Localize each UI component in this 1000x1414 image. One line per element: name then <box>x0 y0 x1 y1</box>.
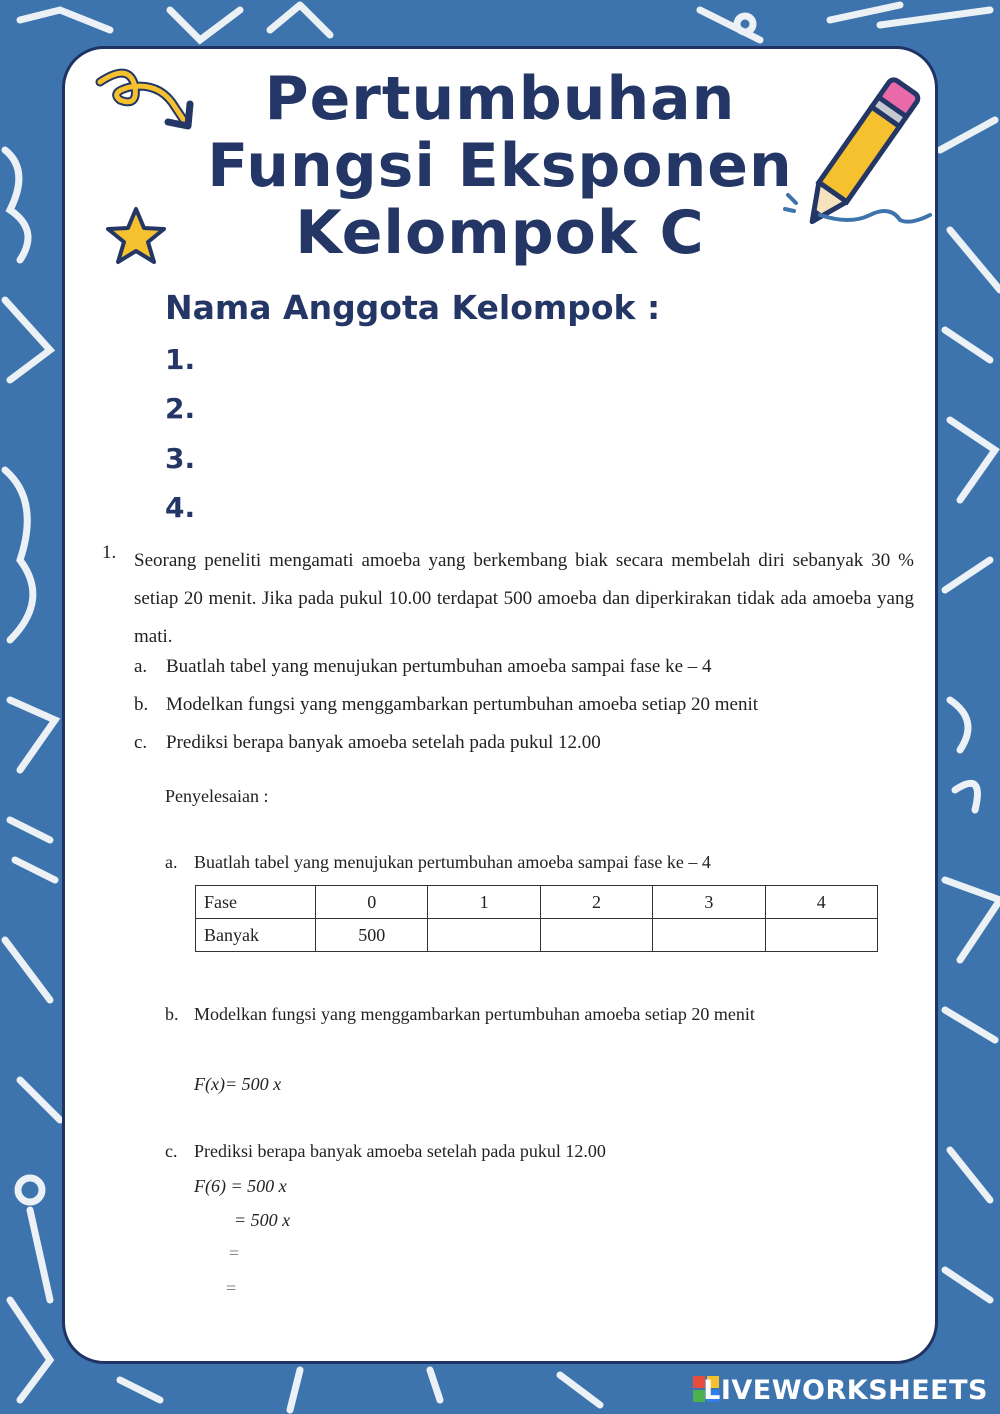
formula-c-line-1[interactable]: F(6) = 500 x <box>194 1176 287 1196</box>
member-number-2: 2. <box>165 392 196 425</box>
table-header-fase: Fase <box>196 886 316 919</box>
question-item-c <box>134 732 601 754</box>
table-input-cell[interactable] <box>653 919 765 952</box>
table-row <box>196 886 878 919</box>
page-title <box>0 66 1000 267</box>
question-item-b <box>134 694 758 716</box>
part-text: Buatlah tabel yang menujukan pertumbuhan amoeba sampai fase ke – 4 <box>194 852 711 872</box>
member-number-4: 4. <box>165 491 196 524</box>
table-cell: 500 <box>316 919 428 952</box>
table-input-cell[interactable] <box>540 919 652 952</box>
question-text: Seorang peneliti mengamati amoeba yang berkembang biak secara membelah diri sebanyak 30 % setiap 20 menit. Jika pada pukul 10.00 terdapat 500 amoeba dan diperkirakan tidak ada amoeba yang mati. <box>134 550 914 647</box>
members-heading: Nama Anggota Kelompok : <box>165 288 661 327</box>
solution-part-a <box>165 852 711 873</box>
item-label: b. <box>134 694 149 715</box>
member-number-1: 1. <box>165 343 196 376</box>
member-number-3: 3. <box>165 442 196 475</box>
title-line-2: Fungsi Eksponen <box>207 131 793 201</box>
item-label: c. <box>134 732 148 753</box>
table-header-banyak: Banyak <box>196 919 316 952</box>
part-label: a. <box>165 852 178 872</box>
title-line-1: Pertumbuhan <box>264 64 736 134</box>
solution-part-b <box>165 1004 755 1025</box>
growth-table <box>195 885 878 952</box>
item-label: a. <box>134 656 148 677</box>
formula-c-line-4[interactable]: = <box>226 1278 237 1298</box>
table-cell: 2 <box>540 886 652 919</box>
title-line-3: Kelompok C <box>295 198 705 268</box>
question-item-a <box>134 656 712 678</box>
table-input-cell[interactable] <box>428 919 540 952</box>
table-cell: 1 <box>428 886 540 919</box>
question-number: 1. <box>102 542 117 563</box>
part-label: b. <box>165 1004 179 1024</box>
table-input-cell[interactable] <box>765 919 877 952</box>
item-text: Buatlah tabel yang menujukan pertumbuhan amoeba sampai fase ke – 4 <box>166 656 712 677</box>
part-text: Prediksi berapa banyak amoeba setelah pada pukul 12.00 <box>194 1141 606 1161</box>
part-label: c. <box>165 1141 178 1161</box>
formula-b[interactable]: F(x)= 500 x <box>194 1074 282 1094</box>
formula-c-line-3[interactable]: = <box>229 1243 240 1263</box>
watermark: LIVEWORKSHEETS <box>703 1375 988 1406</box>
table-cell: 4 <box>765 886 877 919</box>
part-text: Modelkan fungsi yang menggambarkan pertumbuhan amoeba setiap 20 menit <box>194 1004 755 1024</box>
formula-c-line-2[interactable]: = 500 x <box>234 1210 291 1230</box>
solution-heading: Penyelesaian : <box>165 786 269 806</box>
solution-part-c <box>165 1141 606 1162</box>
item-text: Prediksi berapa banyak amoeba setelah pada pukul 12.00 <box>166 732 601 753</box>
item-text: Modelkan fungsi yang menggambarkan pertumbuhan amoeba setiap 20 menit <box>166 694 759 715</box>
table-row <box>196 919 878 952</box>
table-cell: 3 <box>653 886 765 919</box>
table-cell: 0 <box>316 886 428 919</box>
